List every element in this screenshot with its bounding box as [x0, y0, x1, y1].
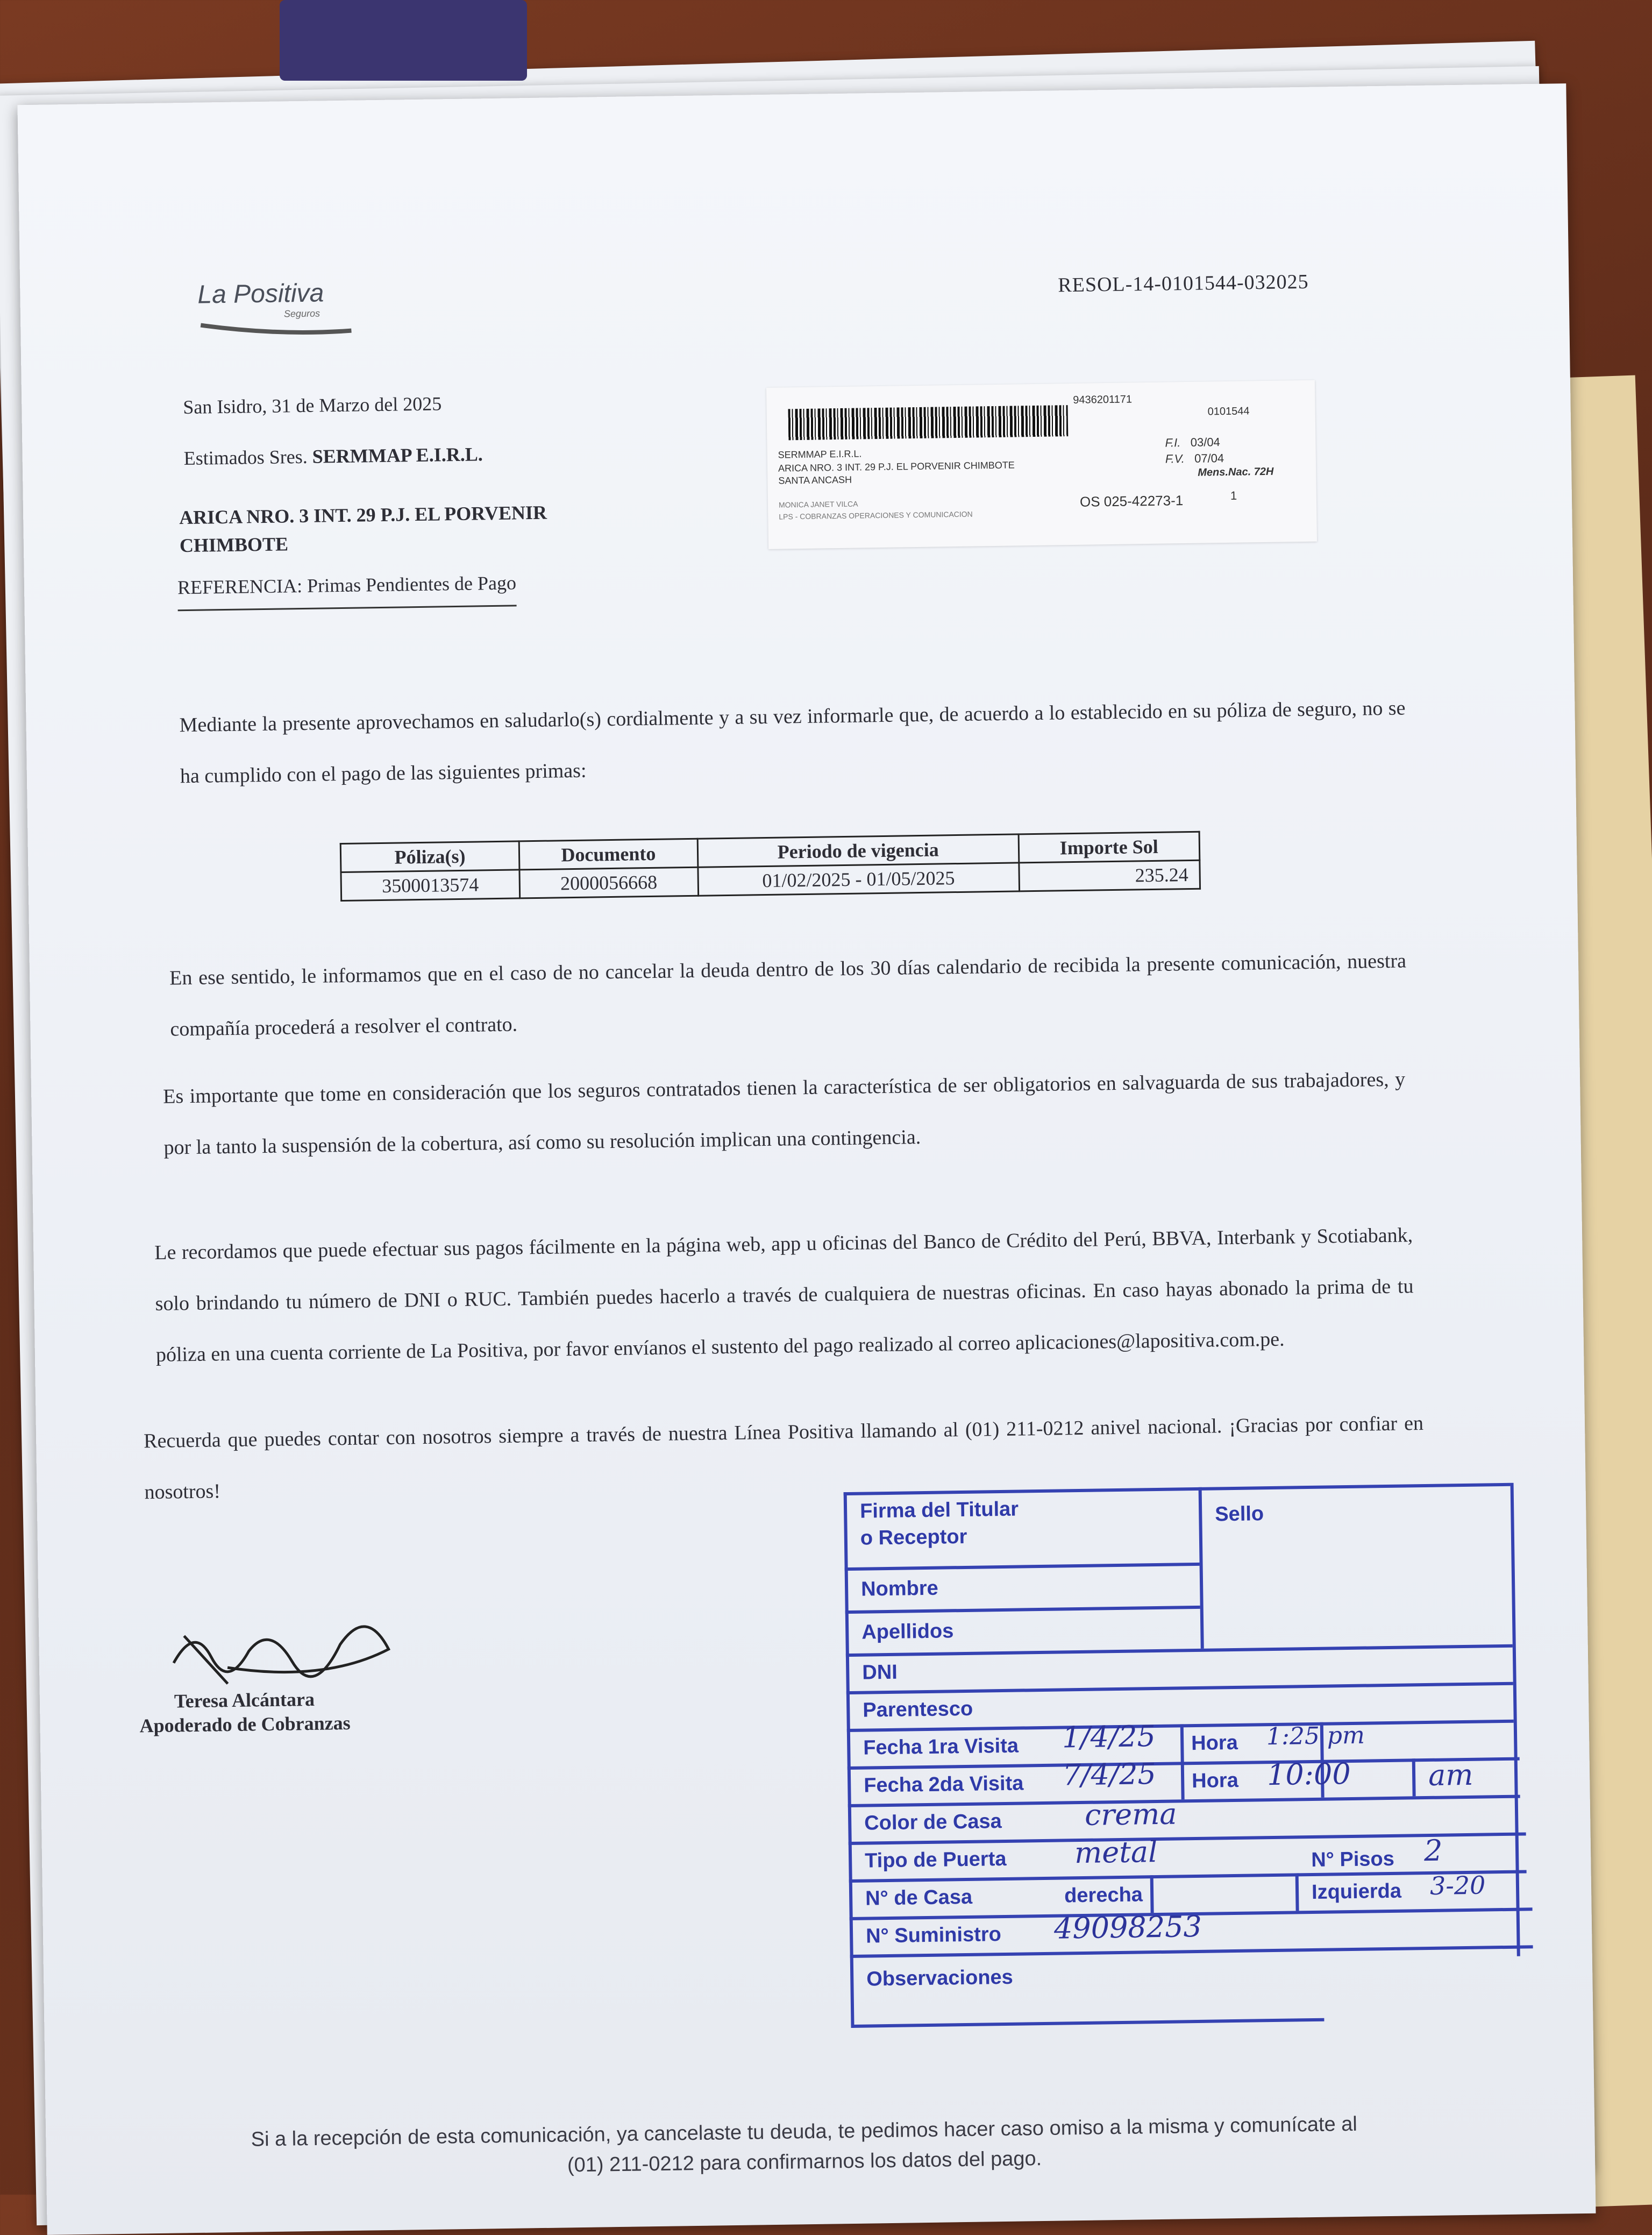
letter-page	[17, 83, 1596, 2235]
handwritten-fecha2: 7/4/25	[1062, 1757, 1157, 1792]
stamp-derecha-label: derecha	[1064, 1883, 1143, 1907]
handwritten-fecha1: 1/4/25	[1062, 1719, 1156, 1755]
label-fi-label: F.I.	[1165, 436, 1181, 450]
label-recipient: SERMMAP E.I.R.L.	[778, 448, 862, 460]
mailing-label	[766, 380, 1317, 549]
signer-name: Teresa Alcántara	[174, 1688, 315, 1712]
footer-notice	[126, 2108, 1482, 2187]
handwritten-pisos: 2	[1423, 1833, 1443, 1868]
paragraph-4: Le recordamos que puede efectuar sus pagos fácilmente en la página web, app u oficinas del Banco de Crédito del Perú, BBVA, Interbank y Scotiabank, solo brindando tu número de DNI o RUC. También puedes hacerlo a través de cualquiera de nuestras oficinas. En caso hayas abonado la prima de tu póliza en una cuenta corriente de La Positiva, por favor envíanos el sustento del pago realizado al correo aplicaciones@lapositiva.com.pe.	[154, 1224, 1414, 1366]
table-header-cell: Periodo de vigencia	[697, 834, 1019, 867]
handwritten-hora1: 1:25 pm	[1266, 1721, 1365, 1751]
handwritten-signature-icon	[162, 1600, 410, 1700]
table-header-cell: Importe Sol	[1019, 832, 1200, 863]
table-cell-document: 2000056668	[519, 867, 699, 898]
stamp-parentesco-label: Parentesco	[863, 1697, 973, 1722]
paragraph-1: Mediante la presente aprovechamos en saludarlo(s) cordialmente y a su vez informarle que, de acuerdo a lo establecido en su póliza de seguro, no se ha cumplido con el pago de las siguientes primas:	[179, 697, 1406, 788]
stapler-object	[280, 0, 527, 81]
label-fv	[1165, 451, 1224, 466]
stamp-receptor-label: o Receptor	[860, 1525, 967, 1550]
stamp-puerta-label: Tipo de Puerta	[864, 1847, 1007, 1872]
label-address-1: ARICA NRO. 3 INT. 29 P.J. EL PORVENIR CHIMBOTE	[778, 459, 1015, 474]
stamp-observaciones-label: Observaciones	[866, 1966, 1014, 1991]
stamp-sello-label: Sello	[1215, 1502, 1264, 1526]
table-header-cell: Póliza(s)	[340, 841, 519, 872]
paragraph-2: En ese sentido, le informamos que en el caso de no cancelar la deuda dentro de los 30 días calendario de recibida la presente comunicación, nuestra compañía procederá a resolver el contrato.	[169, 949, 1407, 1041]
table-cell-policy: 3500013574	[341, 870, 520, 901]
label-copies: 1	[1230, 488, 1237, 502]
stamp-nombre-label: Nombre	[860, 1577, 939, 1601]
table-header-cell: Documento	[519, 839, 698, 870]
stamp-dni-label: DNI	[862, 1661, 898, 1684]
paragraph-5: Recuerda que puedes contar con nosotros siempre a través de nuestra Línea Positiva llamando al (01) 211-0212 anivel nacional. ¡Gracias por confiar en nosotros!	[143, 1412, 1424, 1504]
label-department: LPS - COBRANZAS OPERACIONES Y COMUNICACION	[779, 509, 973, 521]
footer-line-2: (01) 211-0212 para confirmarnos los datos del pago.	[567, 2147, 1042, 2177]
address-line-1: ARICA NRO. 3 INT. 29 P.J. EL PORVENIR	[179, 501, 547, 529]
stamp-pisos-label: N° Pisos	[1311, 1847, 1395, 1872]
addressee-name: SERMMAP E.I.R.L.	[312, 443, 483, 467]
stamp-color-label: Color de Casa	[864, 1810, 1002, 1835]
handwritten-hora2-suffix: am	[1428, 1757, 1473, 1792]
handwritten-puerta: metal	[1074, 1835, 1158, 1870]
stamp-firma-label: Firma del Titular	[859, 1498, 1019, 1523]
address-line-2: CHIMBOTE	[179, 533, 289, 557]
address-block	[179, 499, 547, 560]
label-fv-label: F.V.	[1165, 452, 1185, 466]
reference-line: REFERENCIA: Primas Pendientes de Pago	[177, 571, 517, 611]
label-fi-value: 03/04	[1190, 435, 1220, 449]
signer-title: Apoderado de Cobranzas	[139, 1712, 351, 1737]
stamp-suministro-label: N° Suministro	[865, 1923, 1002, 1948]
table-cell-amount: 235.24	[1019, 860, 1200, 891]
handwritten-hora2: 10:00	[1266, 1756, 1351, 1792]
premiums-table	[340, 831, 1201, 902]
stamp-izquierda-label: Izquierda	[1311, 1879, 1402, 1904]
label-os-number: OS 025-42273-1	[1079, 492, 1184, 510]
stamp-fecha1-label: Fecha 1ra Visita	[863, 1734, 1019, 1759]
stamp-numcasa-label: N° de Casa	[865, 1885, 973, 1910]
label-agent: MONICA JANET VILCA	[778, 499, 858, 509]
handwritten-izquierda: 3-20	[1429, 1870, 1486, 1900]
stamp-fecha2-label: Fecha 2da Visita	[863, 1772, 1024, 1797]
handwritten-color: crema	[1084, 1797, 1177, 1832]
stamp-hora2-label: Hora	[1191, 1769, 1239, 1793]
label-service: Mens.Nac. 72H	[1198, 465, 1274, 479]
visit-stamp	[844, 1482, 1534, 2035]
reference-code: RESOL-14-0101544-032025	[1058, 270, 1309, 297]
greeting-line	[183, 443, 483, 470]
date-line: San Isidro, 31 de Marzo del 2025	[183, 393, 442, 418]
footer-line-1: Si a la recepción de esta comunicación, ya cancelaste tu deuda, te pedimos hacer caso omiso a la misma y comunícate al	[251, 2112, 1358, 2151]
handwritten-suministro: 49098253	[1053, 1909, 1202, 1946]
barcode-icon	[788, 405, 1069, 440]
logo-name: La Positiva	[197, 279, 324, 309]
logo-tagline: Seguros	[283, 308, 321, 320]
barcode-number: 9436201171	[1073, 393, 1133, 406]
logo-swoosh-icon	[198, 319, 354, 337]
stamp-apellidos-label: Apellidos	[861, 1620, 954, 1644]
label-fi	[1165, 435, 1220, 450]
company-logo	[197, 278, 354, 340]
paragraph-3: Es importante que tome en consideración que los seguros contratados tienen la característica de ser obligatorios en salvaguarda de sus trabajadores, y por la tanto la suspensión de la cobertura, así como su resolución implican una contingencia.	[162, 1068, 1406, 1159]
account-code: 0101544	[1207, 405, 1250, 418]
greeting-prefix: Estimados Sres.	[183, 445, 308, 470]
label-address-2: SANTA ANCASH	[778, 474, 852, 486]
stamp-hora1-label: Hora	[1191, 1731, 1238, 1755]
table-cell-period: 01/02/2025 - 01/05/2025	[698, 863, 1020, 896]
label-fv-value: 07/04	[1194, 451, 1224, 465]
